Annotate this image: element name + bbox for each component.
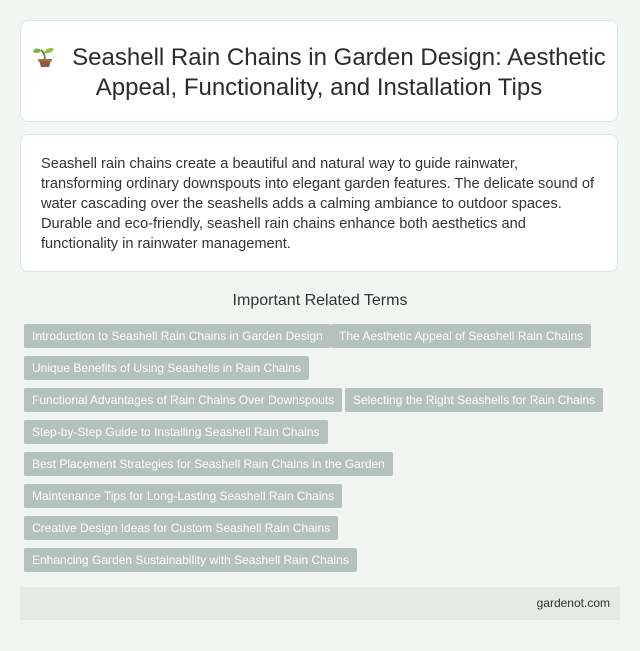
- seedling-icon: [32, 46, 58, 68]
- related-term-tag[interactable]: Functional Advantages of Rain Chains Over Downspouts: [24, 388, 342, 412]
- related-term-tag[interactable]: The Aesthetic Appeal of Seashell Rain Chains: [331, 324, 591, 348]
- intro-paragraph: Seashell rain chains create a beautiful and natural way to guide rainwater, transforming ordinary downspouts into elegant garden features. The delicate sound of water cascading over the seashells adds a calming ambiance to outdoor spaces. Durable and eco-friendly, seashell rain chains enhance both aesthetics and functionality in rainwater management.: [41, 156, 595, 252]
- related-term-tag[interactable]: Step-by-Step Guide to Installing Seashell Rain Chains: [24, 420, 328, 444]
- title-card: [20, 20, 618, 122]
- intro-card: [20, 134, 618, 272]
- related-term-tag[interactable]: Enhancing Garden Sustainability with Seashell Rain Chains: [24, 548, 357, 572]
- related-term-tag[interactable]: Selecting the Right Seashells for Rain Chains: [345, 388, 603, 412]
- related-term-tag[interactable]: Creative Design Ideas for Custom Seashell Rain Chains: [24, 516, 338, 540]
- related-term-tag[interactable]: Maintenance Tips for Long-Lasting Seashell Rain Chains: [24, 484, 342, 508]
- related-term-tag[interactable]: Introduction to Seashell Rain Chains in Garden Design: [24, 324, 331, 348]
- page-title: [21, 43, 617, 103]
- page-title-text: Seashell Rain Chains in Garden Design: Aesthetic Appeal, Functionality, and Installation Tips: [72, 44, 606, 101]
- related-terms-heading: Important Related Terms: [232, 292, 408, 309]
- footer-site-link[interactable]: gardenot.com: [536, 596, 610, 610]
- footer: [20, 587, 620, 620]
- related-term-tag[interactable]: Unique Benefits of Using Seashells in Rain Chains: [24, 356, 309, 380]
- related-term-tag[interactable]: Best Placement Strategies for Seashell Rain Chains in the Garden: [24, 452, 393, 476]
